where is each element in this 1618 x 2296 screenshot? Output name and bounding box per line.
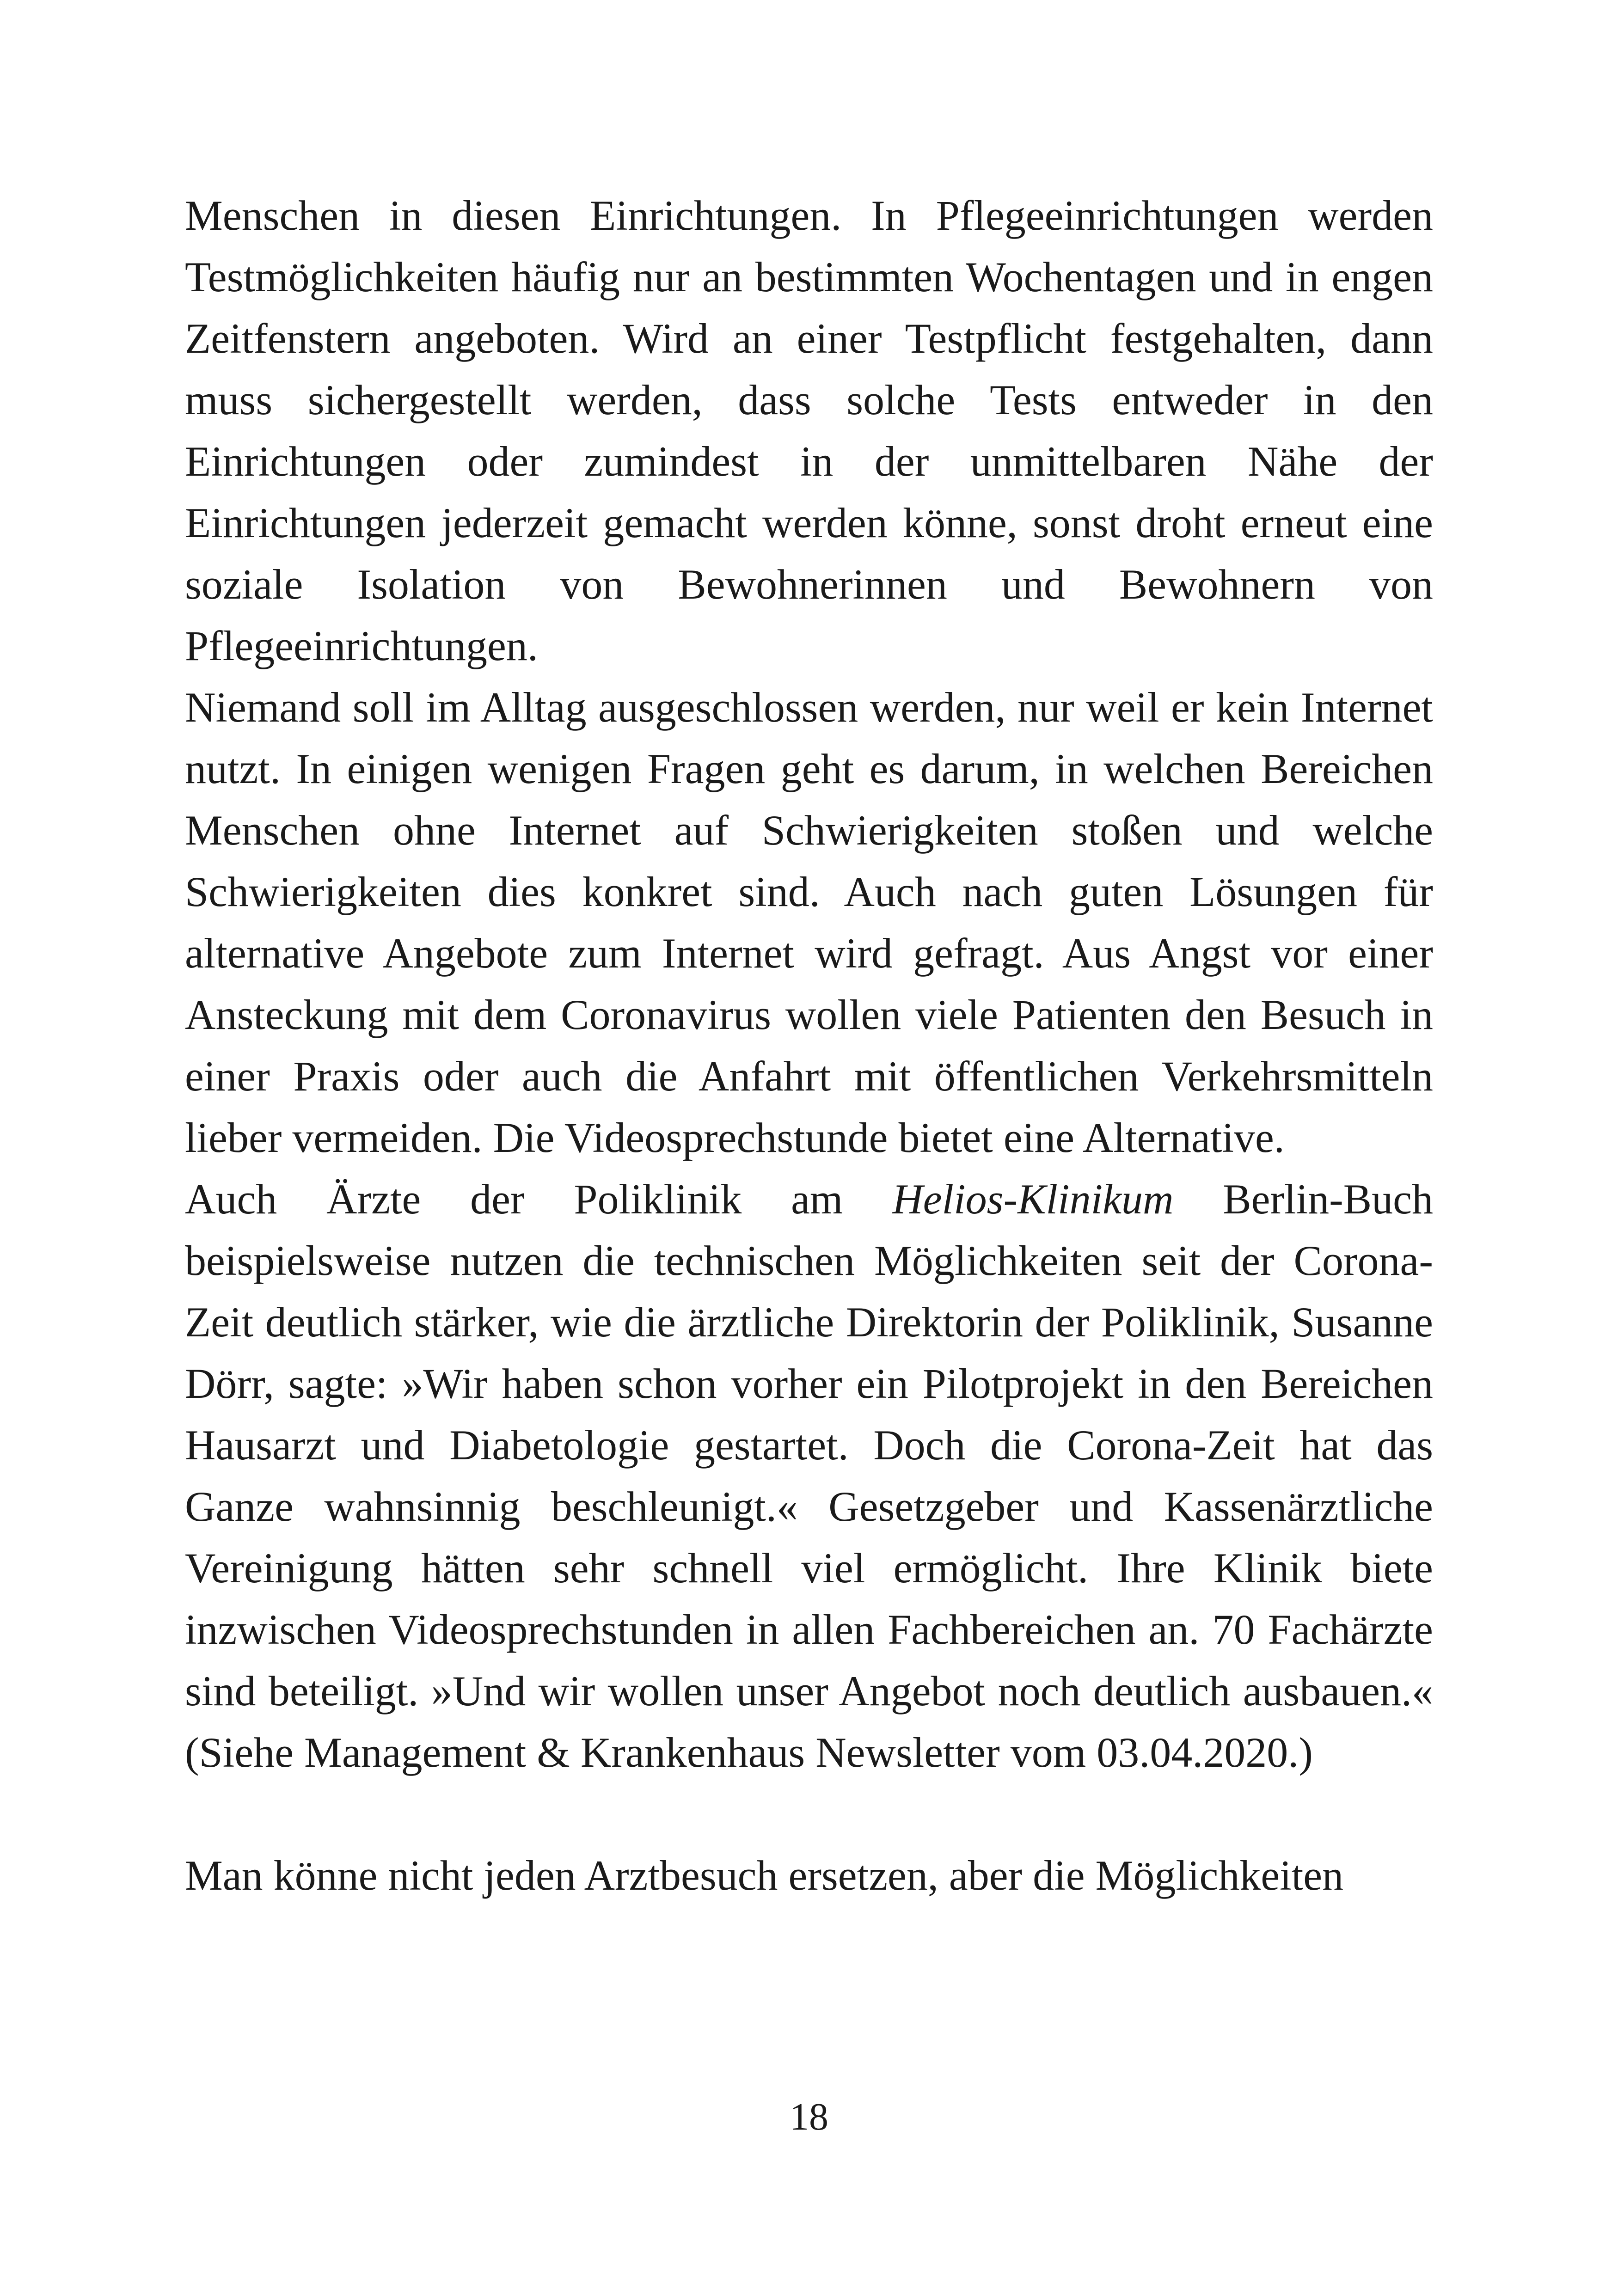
paragraph-helios-start: Auch Ärzte der Poliklinik am [185, 1176, 893, 1223]
paragraph-continuation: Man könne nicht jeden Arztbesuch ersetzen, aber die Möglichkeiten [185, 1852, 1344, 1899]
helios-klinikum-italic: Helios-Klinikum [892, 1176, 1174, 1223]
paragraph-gap [185, 1783, 1433, 1845]
body-text [185, 185, 1433, 1906]
paragraph-internet: Niemand soll im Alltag ausgeschlossen werden, nur weil er kein Internet nutzt. In einigen wenigen Fragen geht es darum, in welchen Bereichen Menschen ohne Internet auf Schwierigkeiten stoßen und welche Schwierigkeiten dies konkret sind. Auch nach guten Lösungen für alternative Angebote zum Internet wird gefragt. Aus Angst vor einer Ansteckung mit dem Coronavirus wollen viele Patienten den Besuch in einer Praxis oder auch die Anfahrt mit öffentlichen Verkehrsmitteln lieber vermeiden. Die Videosprechstunde bietet eine Alternative. [185, 684, 1433, 1161]
paragraph-care-facilities: Menschen in diesen Einrichtungen. In Pflegeeinrichtungen werden Testmöglichkeiten häufig nur an bestimmten Wochentagen und in engen Zeitfenstern angeboten. Wird an einer Testpflicht festgehalten, dann muss sichergestellt werden, dass solche Tests entweder in den Einrichtungen oder zumindest in der unmittelbaren Nähe der Einrichtungen jederzeit gemacht werden könne, sonst droht erneut eine soziale Isolation von Bewohnerinnen und Bewohnern von Pflegeeinrichtungen. [185, 192, 1433, 669]
page-number: 18 [790, 2095, 828, 2138]
paragraph-helios-rest: Berlin-Buch beispielsweise nutzen die technischen Möglichkeiten seit der Corona-Zeit deutlich stärker, wie die ärztliche Direktorin der Poliklinik, Susanne Dörr, sagte: »Wir haben schon vorher ein Pilotprojekt in den Bereichen Hausarzt und Diabetologie gestartet. Doch die Corona-Zeit hat das Ganze wahnsinnig beschleunigt.« Gesetzgeber und Kassenärztliche Vereinigung hätten sehr schnell viel ermöglicht. Ihre Klinik biete inzwischen Videosprechstunden in allen Fachbereichen an. 70 Fachärzte sind beteiligt. »Und wir wollen unser Angebot noch deutlich ausbauen.« (Siehe Management & Krankenhaus Newsletter vom 03.04.2020.) [185, 1176, 1433, 1776]
paragraph-helios [185, 1169, 1433, 1783]
